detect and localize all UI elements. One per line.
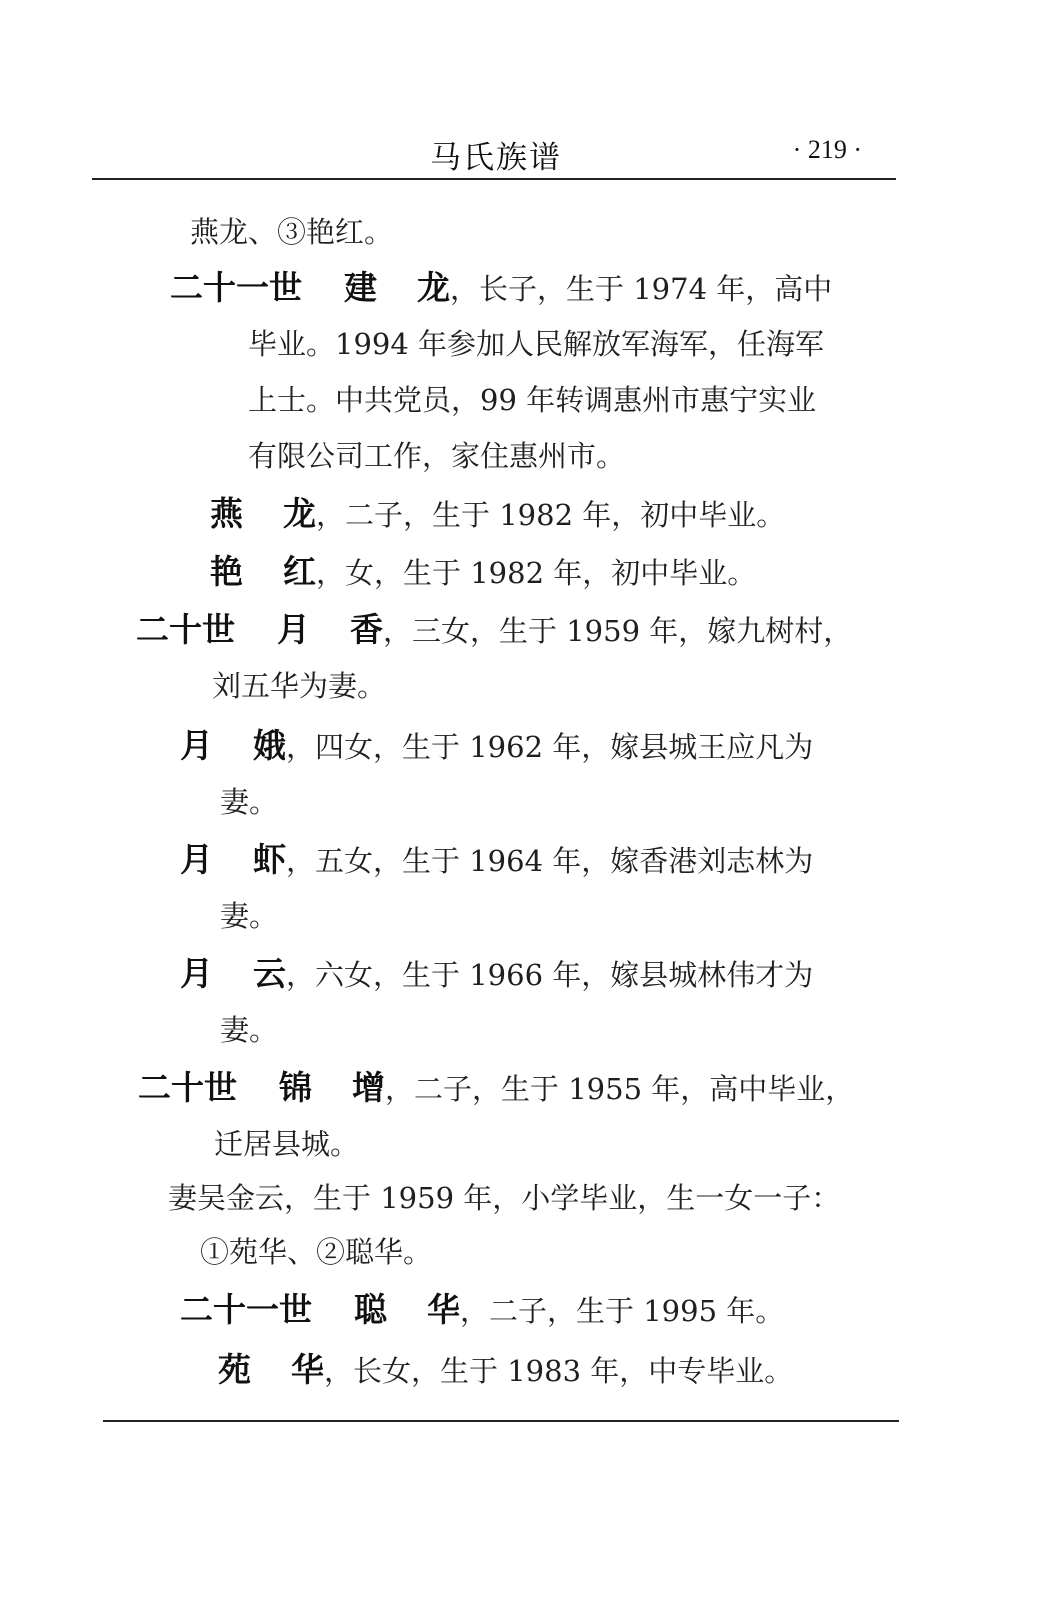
- entry-line: [210, 552, 756, 593]
- entry-line: [212, 666, 386, 706]
- header-rule: [92, 178, 896, 180]
- entry-line: [170, 268, 832, 309]
- entry-line: [180, 954, 813, 995]
- generation-label: 二十世: [138, 1068, 237, 1107]
- person-name-first: 月: [180, 726, 253, 765]
- entry-text: 燕龙、③艳红。: [190, 215, 394, 249]
- person-name-first: 聪: [354, 1290, 427, 1329]
- person-name-first: 月: [277, 610, 350, 649]
- entry-text: ，二子，生于 1955 年，高中毕业，: [385, 1072, 855, 1106]
- entry-line: [214, 1124, 359, 1164]
- person-name-second: 龙: [417, 268, 450, 307]
- entry-line: [190, 212, 393, 252]
- person-name-first: 月: [180, 954, 253, 993]
- entry-text: 毕业。1994 年参加人民解放军海军，任海军: [248, 327, 825, 361]
- entry-text: 妻吴金云，生于 1959 年，小学毕业，生一女一子：: [168, 1181, 841, 1215]
- person-name-first: 锦: [279, 1068, 352, 1107]
- entry-text: 迁居县城。: [214, 1127, 360, 1161]
- entry-line: [136, 610, 852, 651]
- entry-text: 妻。: [220, 785, 279, 819]
- entry-text: ，二子，生于 1982 年，初中毕业。: [316, 498, 786, 532]
- entry-text: ①苑华、②聪华。: [200, 1235, 433, 1269]
- page-header: [92, 120, 894, 180]
- person-name-second: 云: [253, 954, 286, 993]
- generation-label: 二十一世: [170, 268, 302, 307]
- entry-text: 妻。: [220, 1013, 279, 1047]
- person-name-first: 艳: [210, 552, 283, 591]
- entry-text: ，六女，生于 1966 年，嫁县城林伟才为: [286, 958, 814, 992]
- entry-line: [220, 782, 278, 822]
- entry-line: [220, 1010, 278, 1050]
- entry-line: [180, 726, 813, 767]
- entry-line: [210, 494, 785, 535]
- person-name-second: 虾: [253, 840, 286, 879]
- entry-line: [168, 1178, 840, 1218]
- book-title: 马氏族谱: [430, 140, 562, 176]
- entry-line: [180, 1290, 784, 1331]
- person-name-first: 建: [344, 268, 417, 307]
- person-name-first: 燕: [210, 494, 283, 533]
- entry-line: [200, 1232, 432, 1272]
- entry-line: [138, 1068, 854, 1109]
- person-name-second: 增: [352, 1068, 385, 1107]
- entry-text: ，三女，生于 1959 年，嫁九树村，: [383, 614, 853, 648]
- page-number: · 219 ·: [792, 135, 862, 164]
- person-name-second: 龙: [283, 494, 316, 533]
- entry-text: ，长子，生于 1974 年，高中: [450, 272, 833, 306]
- footer-rule: [103, 1420, 899, 1422]
- entry-text: ，四女，生于 1962 年，嫁县城王应凡为: [286, 730, 814, 764]
- entry-line: [218, 1350, 793, 1391]
- person-name-second: 华: [427, 1290, 460, 1329]
- entry-text: ，长女，生于 1983 年，中专毕业。: [324, 1354, 794, 1388]
- person-name-second: 娥: [253, 726, 286, 765]
- person-name-first: 苑: [218, 1350, 291, 1389]
- entry-line: [248, 324, 824, 364]
- entry-line: [180, 840, 813, 881]
- generation-label: 二十世: [136, 610, 235, 649]
- entry-text: ，二子，生于 1995 年。: [460, 1294, 785, 1328]
- entry-text: 有限公司工作，家住惠州市。: [248, 439, 626, 473]
- person-name-first: 月: [180, 840, 253, 879]
- person-name-second: 红: [283, 552, 316, 591]
- person-name-second: 华: [291, 1350, 324, 1389]
- entry-text: 刘五华为妻。: [212, 669, 387, 703]
- entry-text: ，女，生于 1982 年，初中毕业。: [316, 556, 757, 590]
- entry-line: [248, 436, 625, 476]
- entry-text: 妻。: [220, 899, 279, 933]
- person-name-second: 香: [350, 610, 383, 649]
- entry-text: 上士。中共党员，99 年转调惠州市惠宁实业: [248, 383, 817, 417]
- generation-label: 二十一世: [180, 1290, 312, 1329]
- entry-line: [220, 896, 278, 936]
- entry-text: ，五女，生于 1964 年，嫁香港刘志林为: [286, 844, 814, 878]
- entry-line: [248, 380, 816, 420]
